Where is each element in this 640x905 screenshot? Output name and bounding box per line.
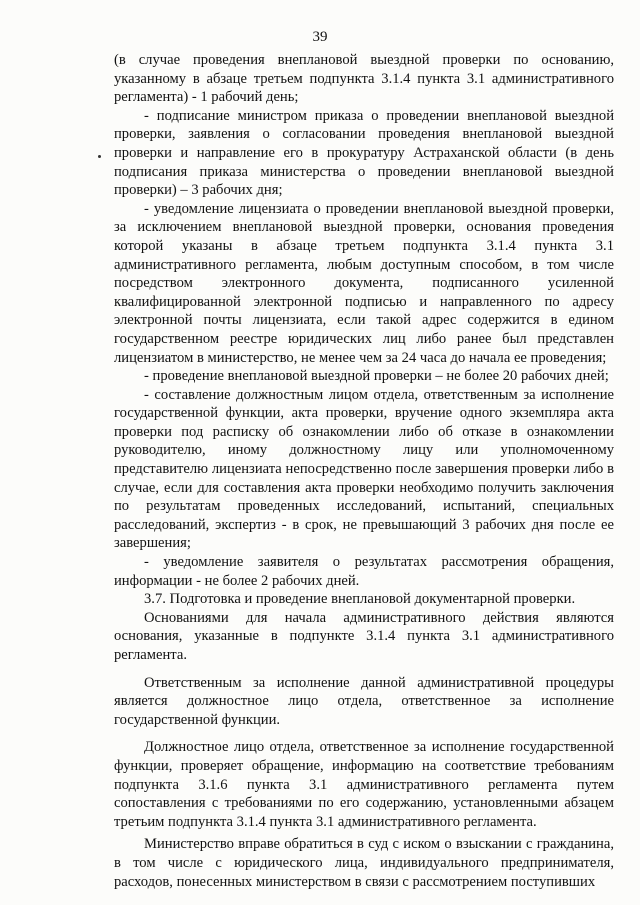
- scan-speck-mark: [98, 155, 101, 158]
- paragraph-continuation: (в случае проведения внеплановой выездной проверки по основанию, указанному в абзаце третьем подпункта 3.1.4 пункта 3.1 административного регламента) - 1 рабочий день;: [114, 52, 614, 106]
- paragraph-court-claim: Министерство вправе обратиться в суд с иском о взыскании с гражданина, в том числе с юридического лица, индивидуального предпринимателя, расходов, понесенных министерством в связи с рассмотрением поступивших: [114, 836, 614, 890]
- paragraph-inspection-duration: - проведение внеплановой выездной проверки – не более 20 рабочих дней;: [144, 368, 609, 385]
- paragraph-licensee-notification: - уведомление лицензиата о проведении внеплановой выездной проверки, за исключением внеплановой выездной проверки, основания проведения которой указаны в абзаце третьем подпункта 3.1.4 пункта 3.1 административного регламента, любым доступным способом, в том числе посредством электронного документа, подписанного усиленной квалифицированной электронной подписью и направленного по адресу электронной почты лицензиата, если такой адрес содержится в едином государственном реестре юридических лиц либо ранее был представлен лицензиатом в министерство, не менее чем за 24 часа до начала ее проведения;: [114, 200, 614, 366]
- page-number: 39: [312, 29, 328, 45]
- section-heading-3-7: 3.7. Подготовка и проведение внеплановой документарной проверки.: [144, 591, 576, 608]
- paragraph-signing-order: - подписание министром приказа о проведении внеплановой выездной проверки, заявления о согласовании проведения внеплановой выездной проверки и направление его в прокуратуру Астраханской области (в день подписания приказа министерства о проведении внеплановой выездной проверки) – 3 рабочих дня;: [114, 107, 614, 199]
- document-body: [114, 51, 614, 891]
- paragraph-official-checks: Должностное лицо отдела, ответственное за исполнение государственной функции, проверяет обращение, информацию на соответствие требованиям подпункта 3.1.6 пункта 3.1 административного регламента путем сопоставления с требованиями по его содержанию, установленными абзацем третьим подпункта 3.1.4 пункта 3.1 административного регламента.: [114, 739, 614, 830]
- paragraph-applicant-notification: - уведомление заявителя о результатах рассмотрения обращения, информации - не более 2 рабочих дней.: [114, 554, 614, 589]
- paragraph-responsible-person: Ответственным за исполнение данной административной процедуры является должностное лицо отдела, ответственное за исполнение государственной функции.: [114, 674, 614, 728]
- paragraph-inspection-act: - составление должностным лицом отдела, ответственным за исполнение государственной функции, акта проверки, вручение одного экземпляра акта проверки под расписку об ознакомлении либо об отказе в ознакомлении руководителю, иному должностному лицу или уполномоченному представителю лицензиата непосредственно после завершения проверки либо в случае, если для составления акта проверки необходимо получить заключения по результатам проведенных исследований, испытаний, специальных расследований, экспертиз - в срок, не превышающий 3 рабочих дня после ее завершения;: [114, 386, 614, 552]
- paragraph-grounds: Основаниями для начала административного действия являются основания, указанные в подпункте 3.1.4 пункта 3.1 административного регламента.: [114, 609, 614, 663]
